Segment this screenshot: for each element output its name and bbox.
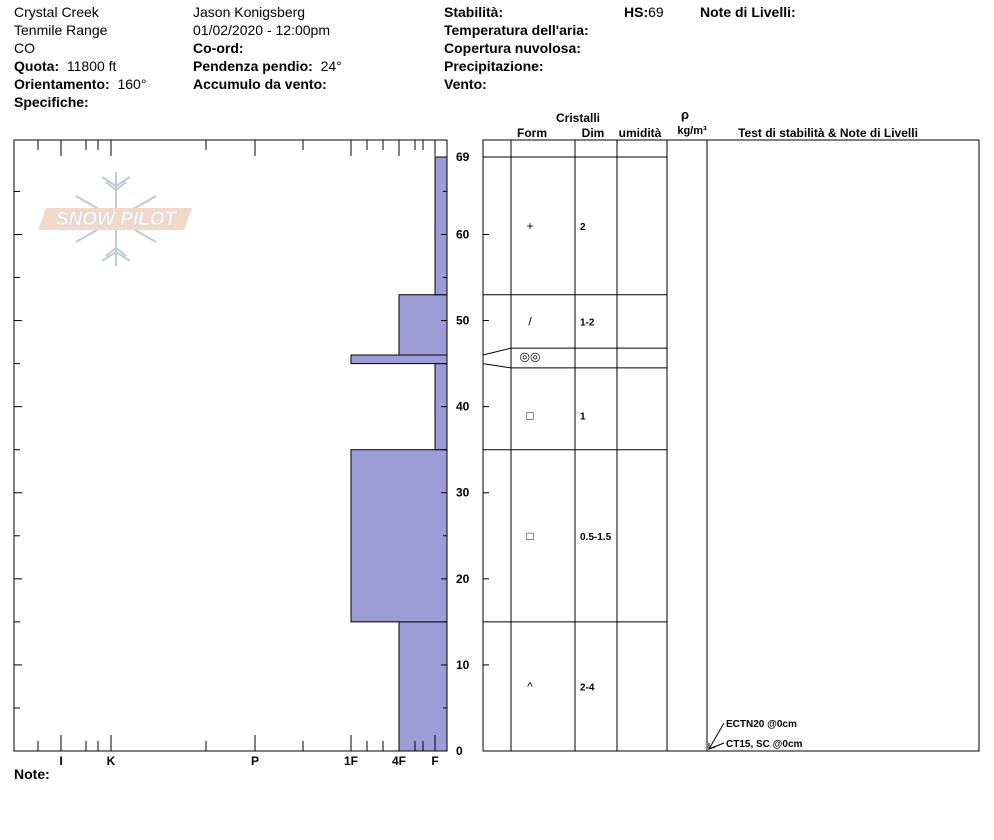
- hardness-label-1F: 1F: [343, 754, 359, 768]
- depth-axis: [14, 150, 667, 758]
- hardness-bar-3: [351, 355, 447, 364]
- aspect-value: 160°: [117, 76, 147, 92]
- crystal-size-0: 2-4: [580, 682, 595, 694]
- depth-label-10: 10: [456, 657, 470, 672]
- air-temp-label: Temperatura dell'aria:: [444, 22, 589, 38]
- crystal-form-4: +: [526, 218, 534, 233]
- hardness-bar-1: [351, 450, 447, 622]
- depth-label-20: 20: [456, 571, 470, 586]
- crystal-size-4: 2: [580, 221, 586, 233]
- crystal-form-5: /: [528, 314, 532, 329]
- crystal-form-1: □: [526, 528, 534, 543]
- snowpilot-logo: [38, 172, 192, 266]
- layer-table-frame: [483, 140, 979, 751]
- crystal-size-5: 1-2: [580, 317, 595, 329]
- wind-label: Vento:: [444, 76, 487, 92]
- hardness-bar-0: [399, 622, 447, 751]
- date-time: 01/02/2020 - 12:00pm: [193, 22, 330, 38]
- depth-label-0: 0: [456, 744, 463, 758]
- stability-label: Stabilità:: [444, 4, 504, 20]
- size-header: Dim: [581, 126, 605, 140]
- specifics-label: Specifiche:: [14, 94, 89, 110]
- elevation-value: 11800 ft: [66, 58, 117, 74]
- test-pointer-0: [709, 723, 724, 749]
- logo-text: SNOW PILOT: [55, 209, 177, 230]
- slope-label: Pendenza pendio:: [193, 58, 313, 74]
- depth-label-40: 40: [456, 399, 470, 414]
- form-header: Form: [517, 126, 547, 140]
- crystal-form-3: ◎◎: [519, 349, 541, 364]
- precip-label: Precipitazione:: [444, 58, 544, 74]
- crystals-header: Cristalli: [555, 111, 601, 125]
- tests-header: Test di stabilità & Note di Livelli: [738, 126, 918, 140]
- crystal-form-2: □: [526, 408, 534, 423]
- test-label-1: CT15, SC @0cm: [726, 739, 803, 750]
- stability-tests: [709, 719, 803, 750]
- density-unit-header: kg/m³: [677, 125, 707, 137]
- range-name: Tenmile Range: [14, 22, 108, 38]
- hardness-bar-4: [399, 295, 447, 355]
- hardness-graph-frame: [14, 140, 447, 751]
- depth-label-50: 50: [456, 313, 470, 328]
- hardness-label-F: F: [431, 754, 439, 768]
- state-name: CO: [14, 40, 35, 56]
- layer-connector-bottom: [483, 364, 511, 368]
- elevation-label: Quota:: [14, 58, 60, 74]
- wind-loading-label: Accumulo da vento:: [193, 76, 327, 92]
- coord-label: Co-ord:: [193, 40, 244, 56]
- hardness-label-I: I: [59, 754, 63, 768]
- aspect-label: Orientamento:: [14, 76, 110, 92]
- moisture-header: umidità: [618, 126, 662, 140]
- observer-name: Jason Konigsberg: [193, 4, 306, 20]
- hs-label: HS:: [624, 4, 649, 20]
- slope-value: 24°: [320, 58, 342, 74]
- depth-label-69: 69: [456, 150, 470, 164]
- depth-label-60: 60: [456, 227, 470, 242]
- note-label: Note:: [14, 766, 50, 782]
- hardness-bars: [351, 157, 447, 751]
- hardness-label-K: K: [106, 754, 116, 768]
- test-label-0: ECTN20 @0cm: [726, 719, 797, 730]
- crystal-form-0: ^: [527, 679, 533, 694]
- crystal-size-1: 0.5-1.5: [580, 531, 612, 543]
- layer-connector-top: [483, 348, 511, 355]
- sky-label: Copertura nuvolosa:: [444, 40, 581, 56]
- hardness-label-4F: 4F: [391, 754, 407, 768]
- depth-label-30: 30: [456, 485, 470, 500]
- density-symbol-header: ρ: [680, 107, 690, 122]
- location-name: Crystal Creek: [14, 4, 99, 20]
- crystal-size-2: 1: [580, 411, 586, 423]
- hs-value: 69: [648, 4, 664, 20]
- layer-notes-label: Note di Livelli:: [700, 4, 796, 20]
- hardness-label-P: P: [250, 754, 260, 768]
- hardness-bar-5: [435, 157, 447, 295]
- layer-table: [483, 140, 979, 751]
